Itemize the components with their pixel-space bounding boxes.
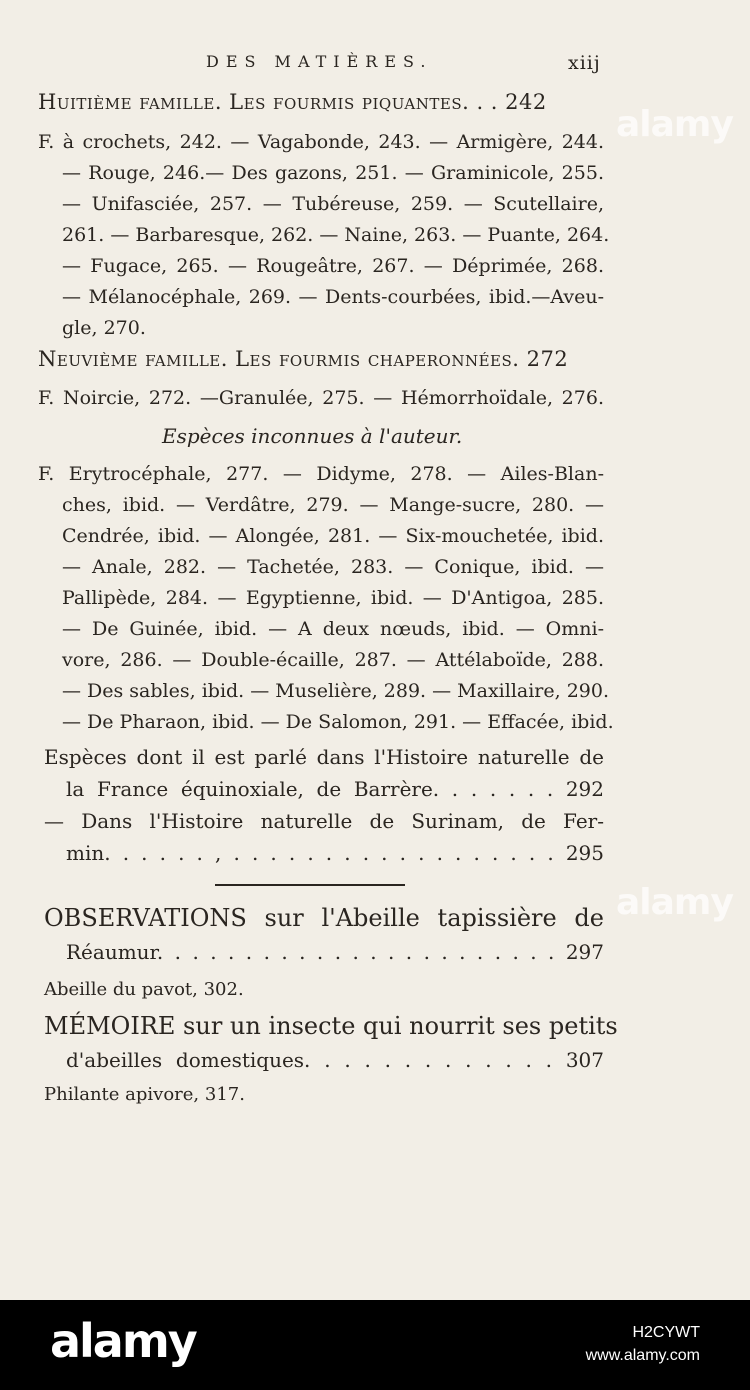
index-line: Neuvième famille. Les fourmis chaperonnées. 272 [38, 347, 569, 371]
index-line: Pallipède, 284. — Egyptienne, ibid. — D'Antigoa, 285. [62, 587, 604, 609]
running-head: DES MATIÈRES. [206, 52, 433, 71]
index-line: gle, 270. [62, 317, 146, 339]
index-line: vore, 286. — Double-écaille, 287. — Attélaboïde, 288. [62, 649, 604, 671]
image-id: H2CYWT [632, 1324, 700, 1341]
index-line: — Fugace, 265. — Rougeâtre, 267. — Déprimée, 268. [62, 255, 604, 277]
index-line: MÉMOIRE sur un insecte qui nourrit ses petits [44, 1012, 618, 1040]
index-line: — Mélanocéphale, 269. — Dents-courbées, ibid.—Aveu- [62, 286, 604, 308]
section-subtitle: Espèces inconnues à l'auteur. [162, 424, 463, 448]
index-line: — Rouge, 246.— Des gazons, 251. — Graminicole, 255. [62, 162, 604, 184]
index-line: Huitième famille. Les fourmis piquantes. . . 242 [38, 90, 547, 114]
index-line: — Anale, 282. — Tachetée, 283. — Conique, ibid. — [62, 556, 604, 578]
index-line: la France équinoxiale, de Barrère. . . . . . . 292 [66, 777, 604, 801]
section-divider [215, 884, 405, 886]
index-line: Réaumur. . . . . . . . . . . . . . . . . . . . . . . 297 [66, 940, 604, 964]
index-line: d'abeilles domestiques. . . . . . . . . . . . . 307 [66, 1048, 604, 1072]
index-line: — Dans l'Histoire naturelle de Surinam, de Fer- [44, 809, 604, 833]
index-line: Cendrée, ibid. — Alongée, 281. — Six-mouchetée, ibid. [62, 525, 604, 547]
site-url: www.alamy.com [585, 1347, 700, 1364]
watermark: alamy [616, 104, 733, 145]
index-line: — De Pharaon, ibid. — De Salomon, 291. — Effacée, ibid. [62, 711, 614, 733]
index-line: Abeille du pavot, 302. [44, 979, 244, 1000]
index-line: — Unifasciée, 257. — Tubéreuse, 259. — Scutellaire, [62, 193, 604, 215]
index-line: F. Noircie, 272. —Granulée, 275. — Hémorrhoïdale, 276. [38, 387, 604, 409]
index-line: Philante apivore, 317. [44, 1084, 245, 1105]
index-line: OBSERVATIONS sur l'Abeille tapissière de [44, 904, 604, 932]
stock-footer [0, 1300, 750, 1390]
watermark: alamy [616, 882, 733, 923]
index-line: ches, ibid. — Verdâtre, 279. — Mange-sucre, 280. — [62, 494, 604, 516]
index-line: — De Guinée, ibid. — A deux nœuds, ibid. — Omni- [62, 618, 604, 640]
index-line: F. Erytrocéphale, 277. — Didyme, 278. — Ailes-Blan- [38, 463, 604, 485]
index-line: Espèces dont il est parlé dans l'Histoire naturelle de [44, 745, 604, 769]
alamy-logo: alamy [50, 1314, 196, 1368]
index-line: F. à crochets, 242. — Vagabonde, 243. — Armigère, 244. [38, 131, 604, 153]
index-line: min. . . . . . , . . . . . . . . . . . . . . . . . . 295 [66, 841, 604, 865]
index-line: 261. — Barbaresque, 262. — Naine, 263. — Puante, 264. [62, 224, 610, 246]
page-number: xiij [568, 52, 601, 74]
index-line: — Des sables, ibid. — Muselière, 289. — Maxillaire, 290. [62, 680, 610, 702]
